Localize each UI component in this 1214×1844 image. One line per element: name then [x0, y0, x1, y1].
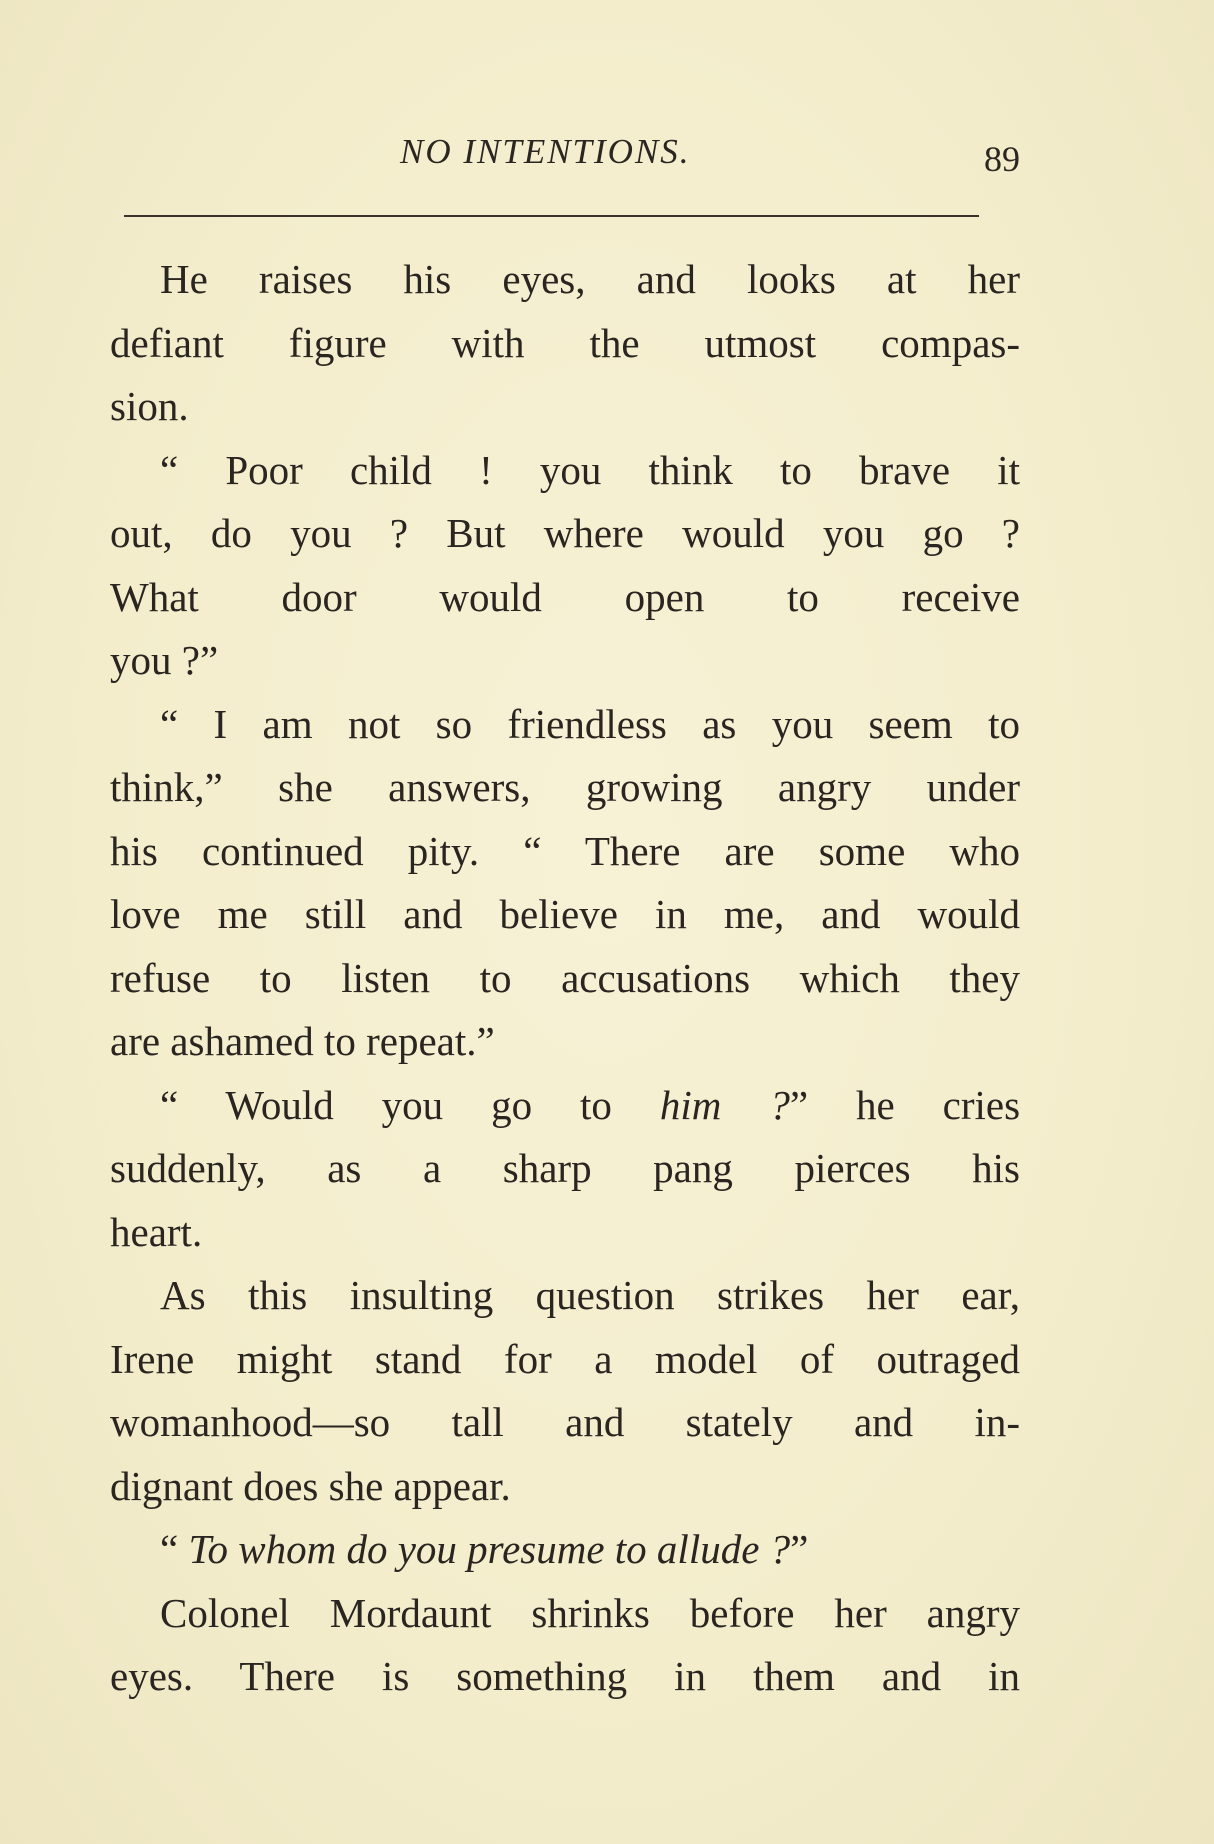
text-line: love me still and believe in me, and would	[110, 891, 1020, 937]
text-line: suddenly, as a sharp pang pierces his	[110, 1145, 1020, 1191]
text-line: sion.	[110, 383, 189, 429]
header-rule	[124, 215, 979, 217]
text-line	[110, 1518, 1020, 1582]
page-number: 89	[984, 139, 1020, 179]
text-line: defiant figure with the utmost compas-	[110, 319, 1020, 366]
text-segment: “ Would you go to	[160, 1081, 612, 1128]
text-line: “ I am not so friendless as you seem to	[160, 700, 1020, 747]
text-line: are ashamed to repeat.”	[110, 1018, 495, 1064]
body-text	[110, 248, 1020, 1709]
text-line: eyes. There is something in them and in	[110, 1653, 1020, 1699]
text-line: As this insulting question strikes her ear,	[160, 1272, 1020, 1318]
text-line: “ Poor child ! you think to brave it	[160, 446, 1020, 493]
text-line: Colonel Mordaunt shrinks before her angry	[160, 1589, 1020, 1636]
text-line	[110, 1074, 1020, 1138]
text-segment: ”	[790, 1526, 809, 1572]
italic-quotation: To whom do you presume to allude ?	[188, 1526, 791, 1572]
italic-emphasis: him ?	[659, 1081, 790, 1128]
text-line: refuse to listen to accusations which they	[110, 954, 1020, 1001]
text-segment: “	[160, 1526, 179, 1572]
text-line: womanhood—so tall and stately and in-	[110, 1399, 1020, 1445]
text-line: you ?”	[110, 637, 219, 683]
text-segment: ” he cries	[789, 1081, 1021, 1128]
text-line: heart.	[110, 1208, 203, 1255]
text-line: He raises his eyes, and looks at her	[160, 256, 1020, 302]
running-title: NO INTENTIONS.	[400, 132, 691, 171]
text-line: his continued pity. “ There are some who	[110, 827, 1020, 874]
text-line: dignant does she appear.	[110, 1462, 511, 1509]
text-line: out, do you ? But where would you go ?	[110, 510, 1020, 556]
text-line: Irene might stand for a model of outraged	[110, 1335, 1020, 1382]
text-line: What door would open to receive	[110, 573, 1020, 620]
text-line: think,” she answers, growing angry under	[110, 764, 1020, 810]
